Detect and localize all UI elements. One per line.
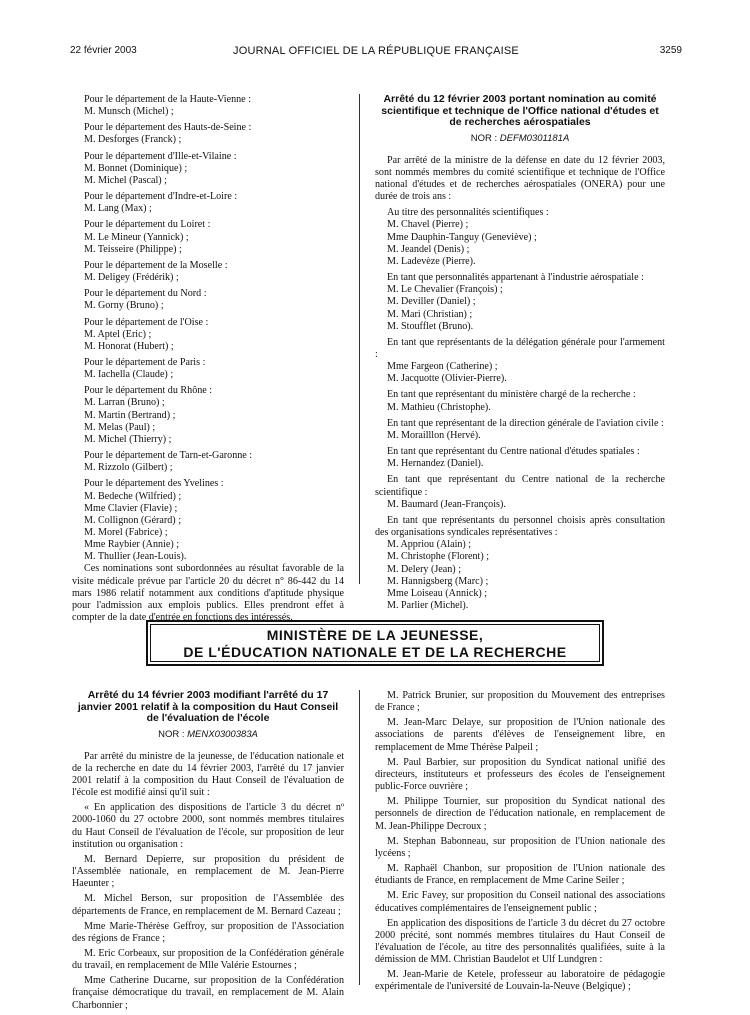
member-name: M. Delery (Jean) ; — [387, 563, 461, 575]
paragraph: M. Philippe Tournier, sur proposition du Syndicat national des personnels de direction de l'éducation nationale, en remplacement de M. Jean-Philippe Decroux ; — [375, 796, 665, 832]
member-name: M. Gorny (Bruno) ; — [84, 300, 164, 312]
member-name: M. Munsch (Michel) ; — [84, 106, 174, 118]
nor-reference: NOR : DEFM0301181A — [470, 132, 570, 144]
group-heading: En tant que personnalités appartenant à l'industrie aérospatiale : — [387, 272, 644, 284]
member-name: Mme Dauphin-Tanguy (Geneviève) ; — [387, 231, 537, 243]
nor-reference-hce: NOR : MENX0300383A — [158, 728, 258, 740]
member-name: M. Deviller (Daniel) ; — [387, 296, 476, 308]
member-name: M. Michel (Thierry) ; — [84, 433, 172, 445]
column-divider-bottom — [359, 690, 360, 985]
member-name: M. Le Chevalier (François) ; — [387, 284, 503, 296]
right-column — [375, 94, 665, 612]
member-name: M. Morel (Fabrice) ; — [84, 527, 168, 538]
page-header — [70, 45, 682, 59]
department-heading: Pour le département d'Indre-et-Loire : — [84, 191, 238, 203]
member-name: M. Teisseire (Philippe) ; — [84, 243, 182, 255]
paragraph: Par arrêté du ministre de la jeunesse, de l'éducation nationale et de la recherche en date du 14 février 2003, l'arrêté du 17 janvier 2001 relatif à la composition du Haut Conseil de l'évaluation de l'école est modifié ainsi qu'il suit : — [72, 750, 344, 799]
member-name: M. Melas (Paul) ; — [84, 421, 156, 433]
member-name: M. Ladevèze (Pierre). — [387, 255, 476, 267]
paragraph: Mme Marie-Thérèse Geffroy, sur proposition de l'Association des régions de France ; — [72, 920, 344, 944]
member-name: M. Deligey (Frédérik) ; — [84, 272, 179, 284]
page-number: 3259 — [659, 45, 682, 56]
issue-date: 22 février 2003 — [70, 45, 137, 56]
ministry-banner — [146, 620, 604, 666]
decree-intro: Par arrêté de la ministre de la défense en date du 12 février 2003, sont nommés membres du comité scientifique et technique de l'Office national d'études et de recherches aérospatiales (ONERA) pour une durée de trois ans : — [375, 154, 665, 203]
member-name: M. Stoufflet (Bruno). — [387, 320, 474, 332]
member-name: M. Le Mineur (Yannick) ; — [84, 231, 189, 243]
member-name: Mme Raybier (Annie) ; — [84, 539, 180, 551]
paragraph: M. Michel Berson, sur proposition de l'Assemblée des départements de France, en remplacement de M. Bernard Cazeau ; — [72, 893, 344, 917]
member-name: M. Honorat (Hubert) ; — [84, 340, 174, 352]
paragraph: M. Eric Corbeaux, sur proposition de la Confédération générale du travail, en remplacement de Mlle Valérie Estournes ; — [72, 948, 344, 972]
paragraph: « En application des dispositions de l'article 3 du décret nº 2000-1060 du 27 octobre 2000, sont nommés membres titulaires du Haut Conseil de l'évaluation de l'école, sur proposition de leur institution ou organisation : — [72, 802, 344, 850]
member-name: M. Hannigsberg (Marc) ; — [387, 575, 489, 587]
paragraph: M. Jean-Marie de Ketele, professeur au laboratoire de pédagogie expérimentale de l'université de Louvain-la-Neuve (Belgique) ; — [375, 969, 665, 993]
group-heading: En tant que représentant de la direction générale de l'aviation civile : — [387, 417, 664, 429]
member-name: M. Aptel (Eric) ; — [84, 328, 152, 340]
department-heading: Pour le département des Hauts-de-Seine : — [84, 122, 252, 134]
bottom-left-column — [72, 690, 344, 1015]
group-heading: Au titre des personnalités scientifiques : — [387, 207, 549, 219]
member-name: M. Baumard (Jean-François). — [387, 498, 506, 510]
paragraph: M. Jean-Marc Delaye, sur proposition de l'Union nationale des associations de parents d'élèves de l'enseignement libre, en remplacement de Mme Thérèse Palpeil ; — [375, 717, 665, 753]
left-column — [72, 94, 344, 624]
department-heading: Pour le département d'Ille-et-Vilaine : — [84, 150, 237, 162]
paragraph: M. Raphaël Chanbon, sur proposition de l'Union nationale des étudiants de France, en remplacement de Mme Carine Seiler ; — [375, 863, 665, 887]
bottom-right-paragraphs — [375, 690, 665, 994]
paragraph: Mme Catherine Ducarne, sur proposition de la Confédération française démocratique du travail, en remplacement de M. Alain Charbonnier ; — [72, 975, 344, 1011]
paragraph: M. Bernard Depierre, sur proposition du président de l'Assemblée nationale, en remplacement de M. Jean-Pierre Haeunter ; — [72, 853, 344, 890]
column-divider-top — [359, 94, 360, 584]
department-heading: Pour le département du Nord : — [84, 288, 207, 300]
member-name: M. Collignon (Gérard) ; — [84, 514, 181, 526]
bottom-right-column — [375, 690, 665, 997]
department-heading: Pour le département des Yvelines : — [84, 478, 224, 490]
member-name: Mme Fargeon (Catherine) ; — [387, 361, 498, 373]
member-name: M. Mathieu (Christophe). — [387, 401, 491, 413]
member-name: M. Mari (Christian) ; — [387, 308, 473, 320]
member-name: M. Appriou (Alain) ; — [387, 539, 472, 551]
member-name: M. Bonnet (Dominique) ; — [84, 162, 188, 174]
bottom-left-paragraphs — [72, 751, 344, 1012]
ministry-line-2: DE L'ÉDUCATION NATIONALE ET DE LA RECHERCHE — [183, 644, 567, 660]
journal-title: JOURNAL OFFICIEL DE LA RÉPUBLIQUE FRANÇAISE — [233, 45, 519, 57]
group-heading: En tant que représentants de la délégation générale pour l'armement : — [375, 336, 665, 360]
member-name: M. Martin (Bertrand) ; — [84, 409, 176, 421]
member-name: M. Chavel (Pierre) ; — [387, 219, 469, 231]
closing-paragraph: Ces nominations sont subordonnées au résultat favorable de la visite médicale prévue par l'article 20 du décret n° 86-442 du 14 mars 1986 relatif notamment aux conditions d'aptitude physique pour l'admission aux emplois publics. Elles prendront effet à compter de la date d'entrée en fonctions des intéressés. — [72, 563, 344, 624]
member-name: M. Christophe (Florent) ; — [387, 551, 490, 563]
group-heading: En tant que représentant du ministère chargé de la recherche : — [387, 389, 636, 401]
member-name: M. Thullier (Jean-Louis). — [84, 551, 187, 563]
member-name: M. Parlier (Michel). — [387, 599, 469, 611]
paragraph: M. Stephan Babonneau, sur proposition de l'Union nationale des lycéens ; — [375, 835, 665, 859]
member-name: M. Iachella (Claude) ; — [84, 369, 174, 381]
department-heading: Pour le département de la Moselle : — [84, 259, 228, 271]
member-name: M. Jacquotte (Olivier-Pierre). — [387, 373, 507, 385]
paragraph: M. Eric Favey, sur proposition du Conseil national des associations éducatives complémentaires de l'enseignement public ; — [375, 890, 665, 914]
group-heading: En tant que représentant du Centre national d'études spatiales : — [387, 446, 640, 458]
member-name: M. Hernandez (Daniel). — [387, 458, 484, 470]
member-name: M. Desforges (Franck) ; — [84, 134, 182, 146]
member-name: M. Rizzolo (Gilbert) ; — [84, 462, 173, 474]
decree-title-hce: Arrêté du 14 février 2003 modifiant l'arrêté du 17 janvier 2001 relatif à la composition du Haut Conseil de l'évaluation de l'école — [77, 689, 339, 724]
department-heading: Pour le département de Paris : — [84, 356, 206, 368]
department-heading: Pour le département du Rhône : — [84, 385, 213, 397]
department-heading: Pour le département de Tarn-et-Garonne : — [84, 450, 253, 462]
department-heading: Pour le département du Loiret : — [84, 219, 211, 231]
ministry-line-1: MINISTÈRE DE LA JEUNESSE, — [266, 627, 484, 643]
member-name: Mme Loiseau (Annick) ; — [387, 587, 488, 599]
member-name: M. Morailllon (Hervé). — [387, 429, 481, 441]
member-name: M. Michel (Pascal) ; — [84, 174, 167, 186]
member-name: Mme Clavier (Flavie) ; — [84, 502, 178, 514]
group-heading: En tant que représentant du Centre national de la recherche scientifique : — [375, 474, 665, 498]
decree-title-onera: Arrêté du 12 février 2003 portant nomination au comité scientifique et technique de l'Office national d'études et de recherches aérospatiales — [381, 93, 659, 128]
member-name: M. Bedeche (Wilfried) ; — [84, 490, 182, 502]
paragraph: M. Patrick Brunier, sur proposition du Mouvement des entreprises de France ; — [375, 690, 665, 714]
member-name: M. Larran (Bruno) ; — [84, 397, 165, 409]
department-heading: Pour le département de l'Oise : — [84, 316, 209, 328]
member-name: M. Jeandel (Denis) ; — [387, 243, 470, 255]
member-groups — [375, 203, 665, 612]
department-heading: Pour le département de la Haute-Vienne : — [84, 94, 251, 105]
paragraph: En application des dispositions de l'article 3 du décret du 27 octobre 2000 précité, sont nommés membres titulaires du Haut Conseil de l'évaluation de l'école, au titre des personnalités qualifiées, suite à la démission de MM. Christian Baudelot et Ulf Lundgren : — [375, 917, 665, 966]
member-name: M. Lang (Max) ; — [84, 203, 152, 215]
paragraph: M. Paul Barbier, sur proposition du Syndicat national unifié des directeurs, instituteurs et professeurs des écoles de l'enseignement public-Force ouvrière ; — [375, 756, 665, 793]
group-heading: En tant que représentants du personnel choisis après consultation des organisations syndicales représentatives : — [375, 514, 665, 539]
